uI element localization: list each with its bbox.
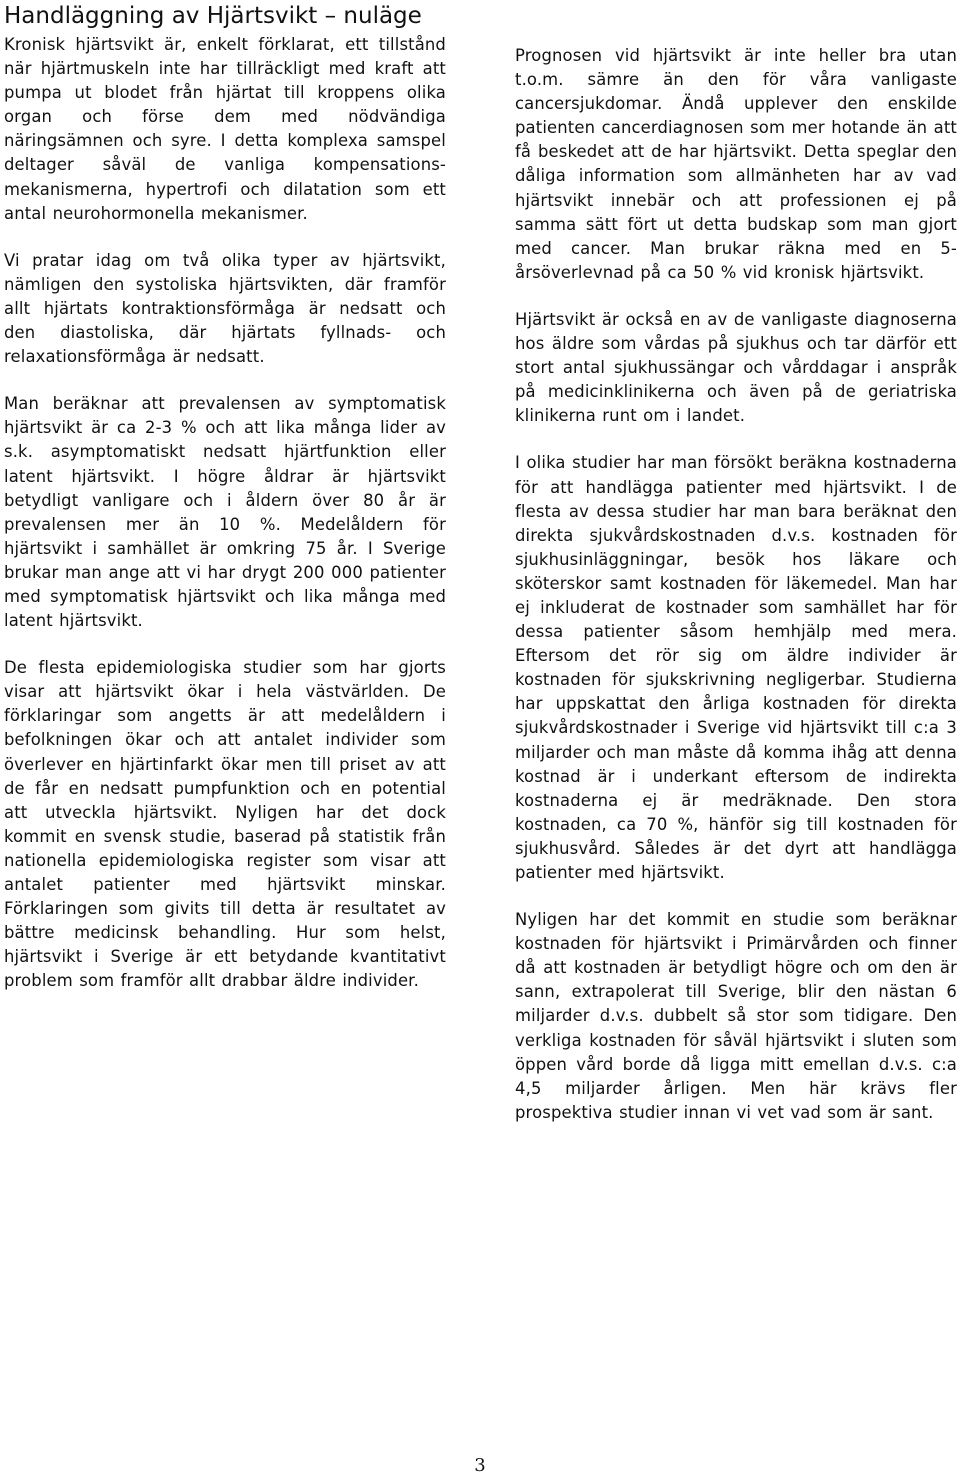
- paragraph-prevalence: Man beräknar att prevalensen av symptomatisk hjärtsvikt är ca 2-3 % och att lika många lider av s.k. asymptomatiskt nedsatt hjärtfunktion eller latent hjärtsvikt. I högre åldrar är hjärtsvikt betydligt vanligare och i åldern över 80 år är prevalensen mer än 10 %. Medelåldern för hjärtsvikt i samhället är omkring 75 år. I Sverige brukar man ange att vi har drygt 200 000 patienter med symptomatisk hjärtsvikt och lika många med latent hjärtsvikt.: [4, 394, 446, 631]
- paragraph-epidemiology: De flesta epidemiologiska studier som har gjorts visar att hjärtsvikt ökar i hela västvärlden. De förklaringar som angetts är att medelåldern i befolkningen ökar och att antalet individer som överlever en hjärtinfarkt ökar men till priset av att de får en nedsatt pumpfunktion och en potential att utveckla hjärtsvikt. Nyligen har det dock kommit en svensk studie, baserad på statistik från nationella epidemiologiska register som visar att antalet patienter med hjärtsvikt minskar. Förklaringen som givits till detta är resultatet av bättre medicinsk behandling. Hur som helst, hjärtsvikt i Sverige är ett betydande kvantitativt problem som framför allt drabbar äldre individer.: [4, 658, 446, 991]
- paragraph-prognosis: Prognosen vid hjärtsvikt är inte heller bra utan t.o.m. sämre än den för våra vanligaste cancersjukdomar. Ändå upplever den enskilde patienten cancerdiagnosen som mer hotande än att få beskedet att de har hjärtsvikt. Detta speglar den dåliga information som allmänheten har av vad hjärtsvikt innebär och att professionen ej på samma sätt fört ut detta budskap som man gjort med cancer. Man brukar räkna med en 5-årsöverlevnad på ca 50 % vid kronisk hjärtsvikt.: [515, 46, 957, 282]
- right-column: [515, 44, 957, 1148]
- paragraph-types: Vi pratar idag om två olika typer av hjärtsvikt, nämligen den systoliska hjärtsvikten, där framför allt hjärtats kontraktionsförmåga är nedsatt och den diastoliska, där hjärtats fyllnads- och relaxationsförmåga är nedsatt.: [4, 250, 446, 367]
- paragraph-primary-care: Nyligen har det kommit en studie som beräknar kostnaden för hjärtsvikt i Primärvården och finner då att kostnaden är betydligt högre och om den är sann, extrapolerat till Sverige, blir den nästan 6 miljarder d.v.s. dubbelt så stor som tidigare. Den verkliga kostnaden för såväl hjärtsvikt i sluten som öppen vård borde då ligga mitt emellan d.v.s. c:a 4,5 miljarder årligen. Men här krävs fler prospektiva studier innan vi vet vad som är sant.: [515, 910, 957, 1122]
- paragraph-costs: I olika studier har man försökt beräkna kostnaderna för att handlägga patienter med hjärtsvikt. I de flesta av dessa studier har man bara beräknat den direkta sjukvårdskostnaden d.v.s. kostnaden för sjukhusinläggningar, besök hos läkare och sköterskor samt kostnaden för läkemedel. Man har ej inkluderat de kostnader som samhället har för dessa patienter såsom hemhjälp med mera. Eftersom det rör sig om äldre individer är kostnaden för sjukskrivning negligerbar. Studierna har uppskattat den årliga kostnaden för direkta sjukvårdskostnader i Sverige vid hjärtsvikt till c:a 3 miljarder och man måste då komma ihåg att denna kostnad är i underkant eftersom de indirekta kostnaderna ej är medräknade. Den stora kostnaden, ca 70 %, hänför sig till kostnaden för sjukhusvård. Således är det dyrt att handlägga patienter med hjärtsvikt.: [515, 453, 957, 882]
- page-title: Handläggning av Hjärtsvikt – nuläge: [4, 3, 422, 29]
- paragraph-hospital-care: Hjärtsvikt är också en av de vanligaste diagnoserna hos äldre som vårdas på sjukhus och tar därför ett stort antal sjukhussängar och vårddagar i anspråk på medicinklinikerna och även på de geriatriska klinikerna runt om i landet.: [515, 309, 957, 426]
- page-number: 3: [474, 1455, 486, 1476]
- paragraph-definition: Kronisk hjärtsvikt är, enkelt förklarat, ett tillstånd när hjärtmuskeln inte har tillräckligt med kraft att pumpa ut blodet från hjärtat till kroppens olika organ och förse dem med nödvändiga näringsämnen och syre. I detta komplexa samspel deltager såväl de vanliga kompensations-mekanismerna, hypertrofi och dilatation som ett antal neurohormonella mekanismer.: [4, 35, 446, 223]
- left-column: [4, 0, 446, 1016]
